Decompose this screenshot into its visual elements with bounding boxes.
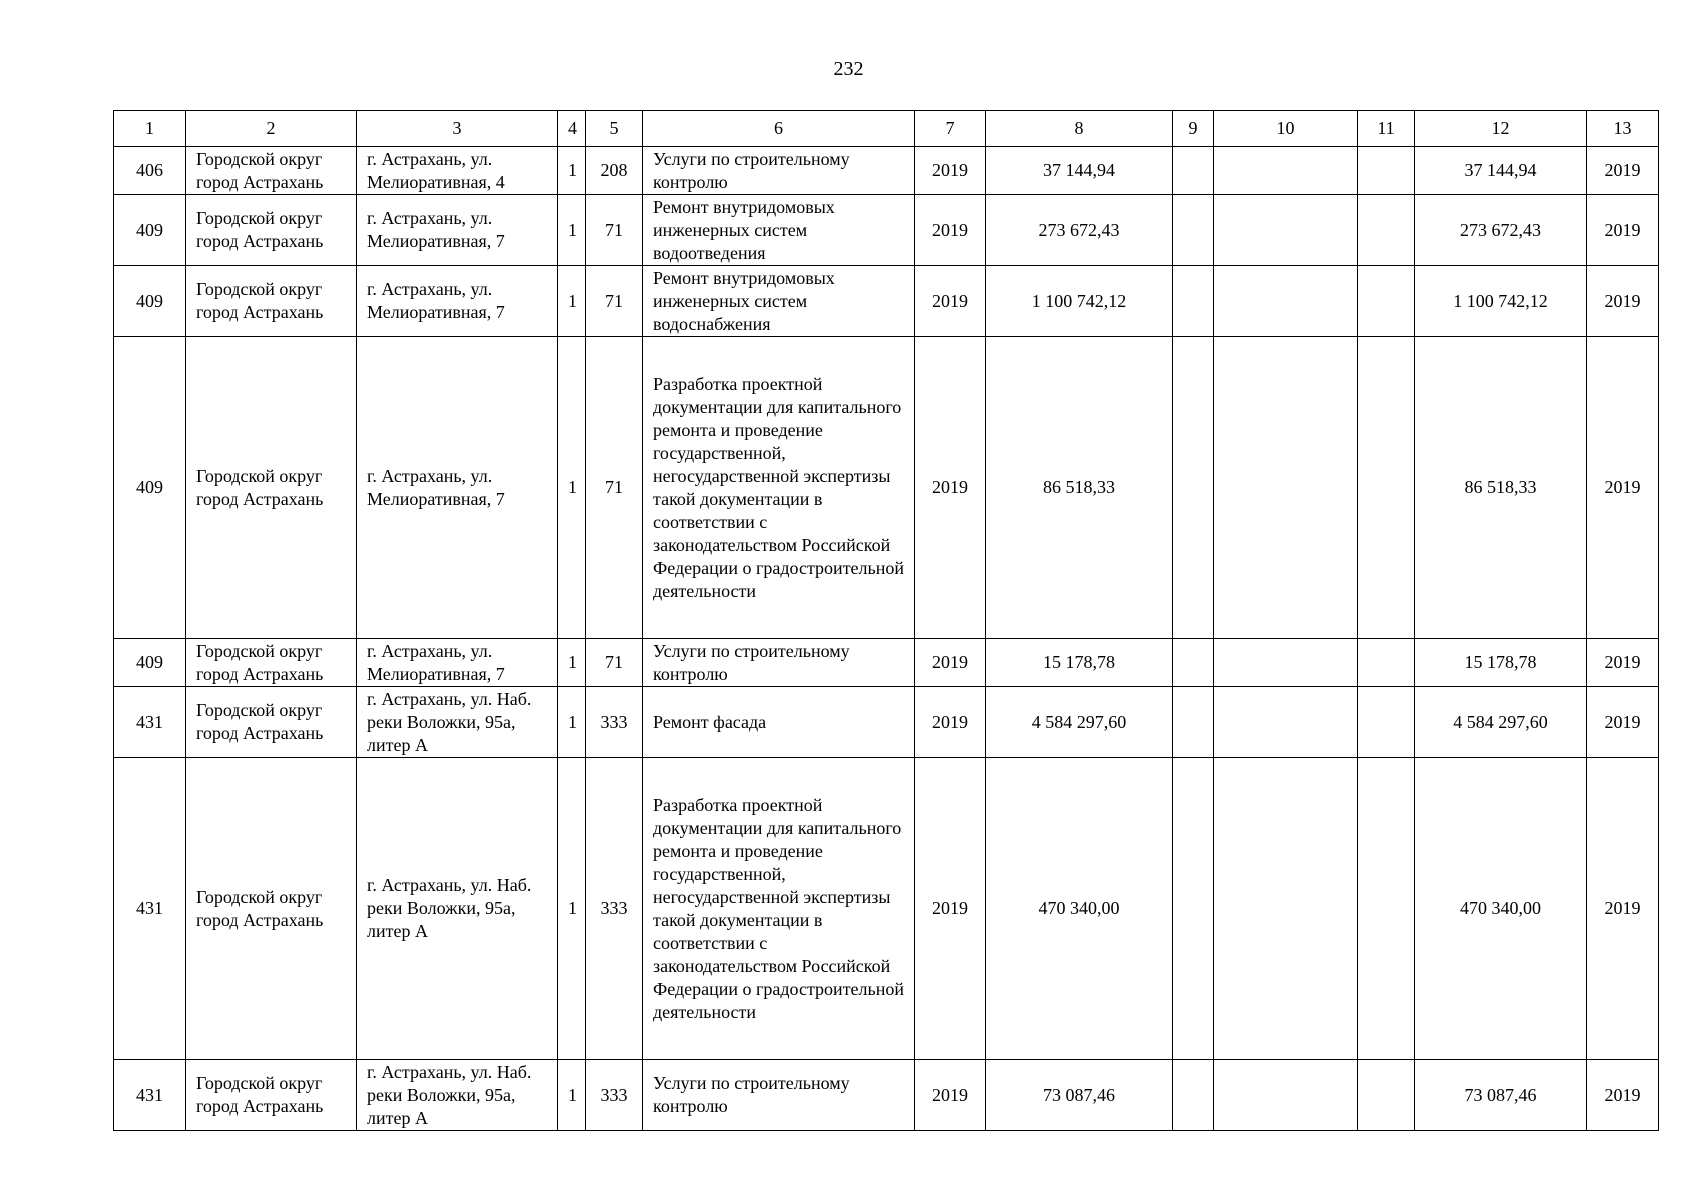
column-header: 5 <box>586 111 643 147</box>
cell-cost: 273 672,43 <box>986 195 1173 266</box>
cell-municipality: Городской округ город Астрахань <box>186 1060 357 1131</box>
cell-cost: 1 100 742,12 <box>986 266 1173 337</box>
cell-house-number: 406 <box>114 147 186 195</box>
cell-completion-year: 2019 <box>1587 337 1659 639</box>
cell-col4: 1 <box>558 687 586 758</box>
cell-col5: 333 <box>586 758 643 1060</box>
column-header: 3 <box>357 111 558 147</box>
cell-col4: 1 <box>558 1060 586 1131</box>
cell-col4: 1 <box>558 337 586 639</box>
column-header: 13 <box>1587 111 1659 147</box>
cell-year: 2019 <box>915 758 986 1060</box>
cell-col5: 71 <box>586 195 643 266</box>
cell-col9 <box>1173 266 1214 337</box>
cell-col11 <box>1358 195 1415 266</box>
column-header: 11 <box>1358 111 1415 147</box>
cell-col9 <box>1173 758 1214 1060</box>
works-table <box>113 110 1659 1131</box>
cell-completion-year: 2019 <box>1587 1060 1659 1131</box>
cell-completion-year: 2019 <box>1587 639 1659 687</box>
cell-completion-year: 2019 <box>1587 687 1659 758</box>
cell-col11 <box>1358 266 1415 337</box>
cell-col4: 1 <box>558 147 586 195</box>
cell-address: г. Астрахань, ул. Мелиоративная, 7 <box>357 195 558 266</box>
cell-address: г. Астрахань, ул. Мелиоративная, 7 <box>357 639 558 687</box>
cell-address: г. Астрахань, ул. Мелиоративная, 4 <box>357 147 558 195</box>
cell-col4: 1 <box>558 758 586 1060</box>
cell-house-number: 431 <box>114 687 186 758</box>
cell-col5: 71 <box>586 266 643 337</box>
cell-col9 <box>1173 337 1214 639</box>
cell-col10 <box>1214 266 1358 337</box>
column-header: 9 <box>1173 111 1214 147</box>
cell-municipality: Городской округ город Астрахань <box>186 639 357 687</box>
cell-year: 2019 <box>915 266 986 337</box>
cell-total: 470 340,00 <box>1415 758 1587 1060</box>
cell-total: 73 087,46 <box>1415 1060 1587 1131</box>
cell-completion-year: 2019 <box>1587 266 1659 337</box>
cell-work-type: Разработка проектной документации для капитального ремонта и проведение государственной, негосударственной экспертизы такой документации в соответствии с законодательством Российской Федерации о градостроительной деятельности <box>643 337 915 639</box>
cell-col11 <box>1358 687 1415 758</box>
cell-work-type: Ремонт фасада <box>643 687 915 758</box>
cell-work-type: Ремонт внутридомовых инженерных систем водоснабжения <box>643 266 915 337</box>
cell-col4: 1 <box>558 266 586 337</box>
cell-col9 <box>1173 687 1214 758</box>
table-row <box>114 337 1659 639</box>
column-header: 4 <box>558 111 586 147</box>
column-header: 10 <box>1214 111 1358 147</box>
column-header: 1 <box>114 111 186 147</box>
cell-col10 <box>1214 758 1358 1060</box>
cell-col10 <box>1214 1060 1358 1131</box>
cell-work-type: Услуги по строительному контролю <box>643 639 915 687</box>
cell-col10 <box>1214 687 1358 758</box>
cell-col4: 1 <box>558 639 586 687</box>
cell-year: 2019 <box>915 687 986 758</box>
cell-work-type: Услуги по строительному контролю <box>643 1060 915 1131</box>
cell-cost: 470 340,00 <box>986 758 1173 1060</box>
cell-total: 4 584 297,60 <box>1415 687 1587 758</box>
table-row <box>114 1060 1659 1131</box>
header-row <box>114 111 1659 147</box>
cell-completion-year: 2019 <box>1587 195 1659 266</box>
column-header: 7 <box>915 111 986 147</box>
cell-municipality: Городской округ город Астрахань <box>186 147 357 195</box>
page-number: 232 <box>833 58 864 80</box>
cell-col10 <box>1214 195 1358 266</box>
cell-year: 2019 <box>915 639 986 687</box>
cell-municipality: Городской округ город Астрахань <box>186 758 357 1060</box>
cell-col10 <box>1214 337 1358 639</box>
cell-total: 15 178,78 <box>1415 639 1587 687</box>
cell-municipality: Городской округ город Астрахань <box>186 195 357 266</box>
cell-house-number: 409 <box>114 266 186 337</box>
cell-address: г. Астрахань, ул. Мелиоративная, 7 <box>357 266 558 337</box>
cell-total: 1 100 742,12 <box>1415 266 1587 337</box>
cell-work-type: Разработка проектной документации для капитального ремонта и проведение государственной, негосударственной экспертизы такой документации в соответствии с законодательством Российской Федерации о градостроительной деятельности <box>643 758 915 1060</box>
cell-col11 <box>1358 337 1415 639</box>
table-row <box>114 266 1659 337</box>
table-row <box>114 195 1659 266</box>
cell-col11 <box>1358 147 1415 195</box>
cell-col5: 333 <box>586 687 643 758</box>
cell-house-number: 431 <box>114 758 186 1060</box>
cell-col9 <box>1173 147 1214 195</box>
cell-house-number: 409 <box>114 195 186 266</box>
cell-address: г. Астрахань, ул. Наб. реки Воложки, 95а, литер А <box>357 1060 558 1131</box>
cell-col5: 71 <box>586 639 643 687</box>
cell-cost: 15 178,78 <box>986 639 1173 687</box>
cell-col10 <box>1214 639 1358 687</box>
cell-cost: 37 144,94 <box>986 147 1173 195</box>
column-header: 12 <box>1415 111 1587 147</box>
cell-total: 86 518,33 <box>1415 337 1587 639</box>
column-header: 6 <box>643 111 915 147</box>
table-row <box>114 639 1659 687</box>
cell-work-type: Ремонт внутридомовых инженерных систем водоотведения <box>643 195 915 266</box>
table-row <box>114 758 1659 1060</box>
cell-col4: 1 <box>558 195 586 266</box>
column-header: 2 <box>186 111 357 147</box>
cell-col5: 71 <box>586 337 643 639</box>
cell-total: 273 672,43 <box>1415 195 1587 266</box>
cell-cost: 4 584 297,60 <box>986 687 1173 758</box>
table-body <box>114 147 1659 1131</box>
cell-year: 2019 <box>915 147 986 195</box>
cell-municipality: Городской округ город Астрахань <box>186 687 357 758</box>
cell-col5: 208 <box>586 147 643 195</box>
column-header: 8 <box>986 111 1173 147</box>
cell-col10 <box>1214 147 1358 195</box>
table-row <box>114 147 1659 195</box>
cell-year: 2019 <box>915 337 986 639</box>
cell-cost: 86 518,33 <box>986 337 1173 639</box>
cell-col9 <box>1173 195 1214 266</box>
cell-col5: 333 <box>586 1060 643 1131</box>
cell-col9 <box>1173 1060 1214 1131</box>
cell-col11 <box>1358 639 1415 687</box>
cell-completion-year: 2019 <box>1587 147 1659 195</box>
cell-house-number: 409 <box>114 337 186 639</box>
cell-address: г. Астрахань, ул. Наб. реки Воложки, 95а, литер А <box>357 758 558 1060</box>
cell-completion-year: 2019 <box>1587 758 1659 1060</box>
cell-municipality: Городской округ город Астрахань <box>186 337 357 639</box>
cell-year: 2019 <box>915 195 986 266</box>
cell-address: г. Астрахань, ул. Мелиоративная, 7 <box>357 337 558 639</box>
cell-work-type: Услуги по строительному контролю <box>643 147 915 195</box>
cell-house-number: 409 <box>114 639 186 687</box>
cell-municipality: Городской округ город Астрахань <box>186 266 357 337</box>
cell-col11 <box>1358 758 1415 1060</box>
cell-address: г. Астрахань, ул. Наб. реки Воложки, 95а, литер А <box>357 687 558 758</box>
table-row <box>114 687 1659 758</box>
cell-col9 <box>1173 639 1214 687</box>
cell-col11 <box>1358 1060 1415 1131</box>
cell-cost: 73 087,46 <box>986 1060 1173 1131</box>
cell-total: 37 144,94 <box>1415 147 1587 195</box>
cell-year: 2019 <box>915 1060 986 1131</box>
cell-house-number: 431 <box>114 1060 186 1131</box>
